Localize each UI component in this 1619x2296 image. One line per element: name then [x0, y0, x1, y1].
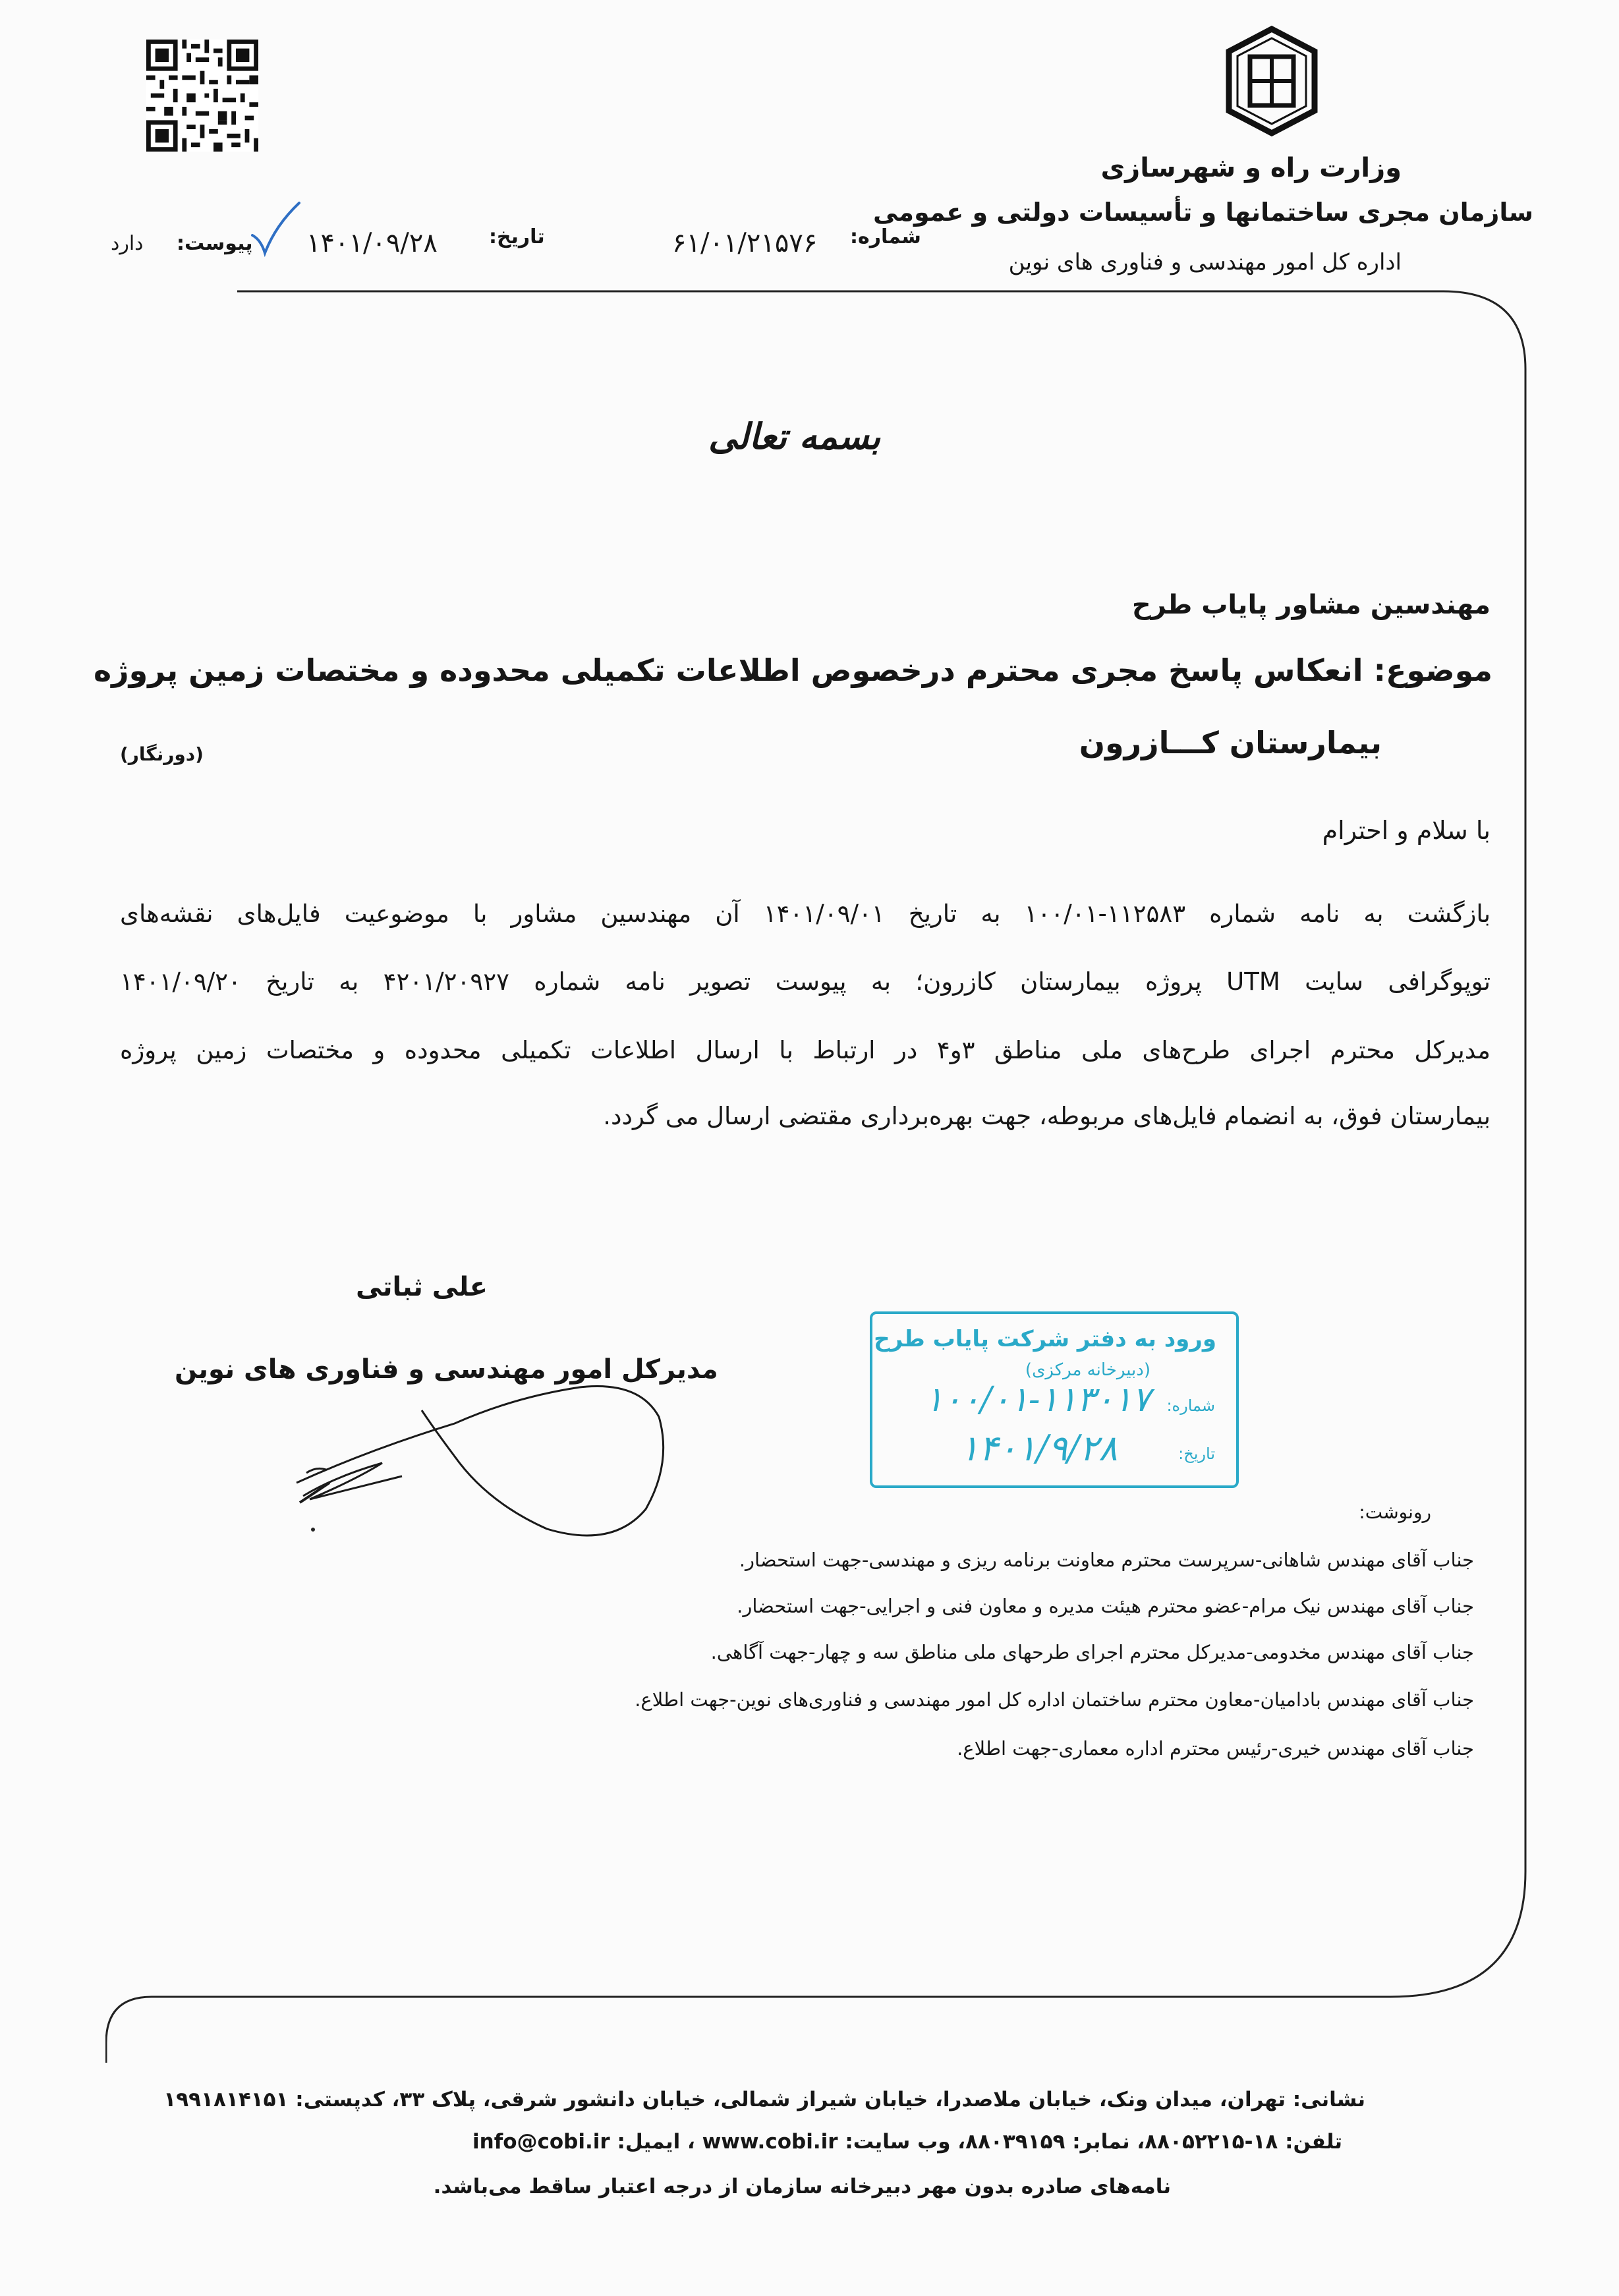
addressee: مهندسین مشاور پایاب طرح [1131, 590, 1491, 620]
attachment-label: پیوست: [177, 232, 253, 255]
subject-line-continued: بیمارستان کـــازرون [1079, 725, 1382, 761]
invocation: بسمه تعالی [708, 415, 881, 457]
ministry-name: وزارت راه و شهرسازی [1100, 153, 1402, 183]
footer-email[interactable]: info@cobi.ir [472, 2130, 610, 2154]
received-stamp [870, 1311, 1239, 1488]
ink-dot [311, 1528, 315, 1532]
department-name: اداره کل امور مهندسی و فناوری های نوین [1008, 249, 1402, 275]
letter-date-value: ۱۴۰۱/۰۹/۲۸ [306, 228, 438, 258]
letter-date-label: تاریخ: [489, 225, 545, 248]
letter-number-label: شماره: [850, 225, 921, 248]
signer-title: مدیرکل امور مهندسی و فناوری های نوین [175, 1354, 718, 1385]
copies-heading: رونوشت: [1359, 1501, 1431, 1523]
footer-phone: تلفن: ۱۸-۸۸۰۵۲۲۱۵، نمابر: ۸۸۰۳۹۱۵۹، وب سایت: [845, 2130, 1342, 2154]
footer-validity-note: نامه‌های صادره بدون مهر دبیرخانه سازمان از درجه اعتبار ساقط می‌باشد. [433, 2175, 1171, 2198]
stamp-date-label: تاریخ: [1178, 1445, 1215, 1463]
copy-recipient: جناب آقای مهندس نیک مرام-عضو محترم هیئت مدیره و معاون فنی و اجرایی-جهت استحضار. [737, 1595, 1474, 1617]
greeting: با سلام و احترام [1322, 816, 1491, 845]
letter-frame [105, 290, 1527, 2063]
body-line: بازگشت به نامه شماره ۱۱۲۵۸۳-۱۰۰/۰۱ به تاریخ ۱۴۰۱/۰۹/۰۱ آن مهندسین مشاور با موضوعیت فایل‌های نقشه‌های [120, 900, 1491, 928]
body-line: بیمارستان فوق، به انضمام فایل‌های مربوطه، جهت بهره‌برداری مقتضی ارسال می گردد. [603, 1102, 1491, 1130]
attachment-value: دارد [111, 232, 144, 255]
footer-contact [472, 2130, 1342, 2154]
handwritten-signature [237, 1311, 738, 1575]
check-mark-icon [249, 199, 302, 258]
body-line: مدیرکل محترم اجرای طرح‌های ملی مناطق ۳و۴ در ارتباط با ارسال اطلاعات تکمیلی محدوده و مختصات زمین پروژه [120, 1036, 1491, 1064]
stamp-number-value: ۱۰۰/۰۱-۱۱۳۰۱۷ [924, 1380, 1150, 1420]
body-line: توپوگرافی سایت UTM پروژه بیمارستان کازرون؛ به پیوست تصویر نامه شماره ۴۲۰۱/۲۰۹۲۷ به تاریخ ۱۴۰۱/۰۹/۲۰ [120, 967, 1491, 996]
footer-website[interactable]: www.cobi.ir [702, 2130, 838, 2154]
letter-number-value: ۶۱/۰۱/۲۱۵۷۶ [672, 228, 818, 258]
stamp-subtitle: (دبیرخانه مرکزی) [1025, 1360, 1150, 1380]
stamp-title: ورود به دفتر شرکت پایاب طرح [874, 1326, 1216, 1352]
subject-line: موضوع: انعکاس پاسخ مجری محترم درخصوص اطلاعات تکمیلی محدوده و مختصات زمین پروژه [93, 652, 1492, 688]
organization-name: سازمان مجری ساختمانها و تأسیسات دولتی و عمومی [873, 198, 1533, 227]
transmission-note: (دورنگار) [120, 743, 204, 765]
footer-email-label: ، ایمیل: [617, 2130, 695, 2154]
copy-recipient: جناب آقای مهندس مخدومی-مدیرکل محترم اجرای طرحهای ملی مناطق سه و چهار-جهت آگاهی. [710, 1641, 1474, 1663]
copy-recipient: جناب آقای مهندس خیری-رئیس محترم اداره معماری-جهت اطلاع. [957, 1737, 1474, 1760]
copy-recipient: جناب آقای مهندس بادامیان-معاون محترم ساختمان اداره کل امور مهندسی و فناوری‌های نوین-جهت اطلاع. [635, 1688, 1474, 1711]
organization-logo [1222, 25, 1321, 137]
stamp-number-label: شماره: [1166, 1396, 1215, 1415]
signer-name: علی ثباتی [356, 1272, 488, 1302]
qr-code [146, 40, 258, 152]
stamp-date-value: ۱۴۰۱/۹/۲۸ [959, 1427, 1118, 1469]
footer-address: نشانی: تهران، میدان ونک، خیابان ملاصدرا، خیابان شیراز شمالی، خیابان دانشور شرقی، پلاک ۳۳، کدپستی: ۱۹۹۱۸۱۴۱۵۱ [163, 2088, 1365, 2111]
copy-recipient: جناب آقای مهندس شاهانی-سرپرست محترم معاونت برنامه ریزی و مهندسی-جهت استحضار. [739, 1549, 1474, 1571]
